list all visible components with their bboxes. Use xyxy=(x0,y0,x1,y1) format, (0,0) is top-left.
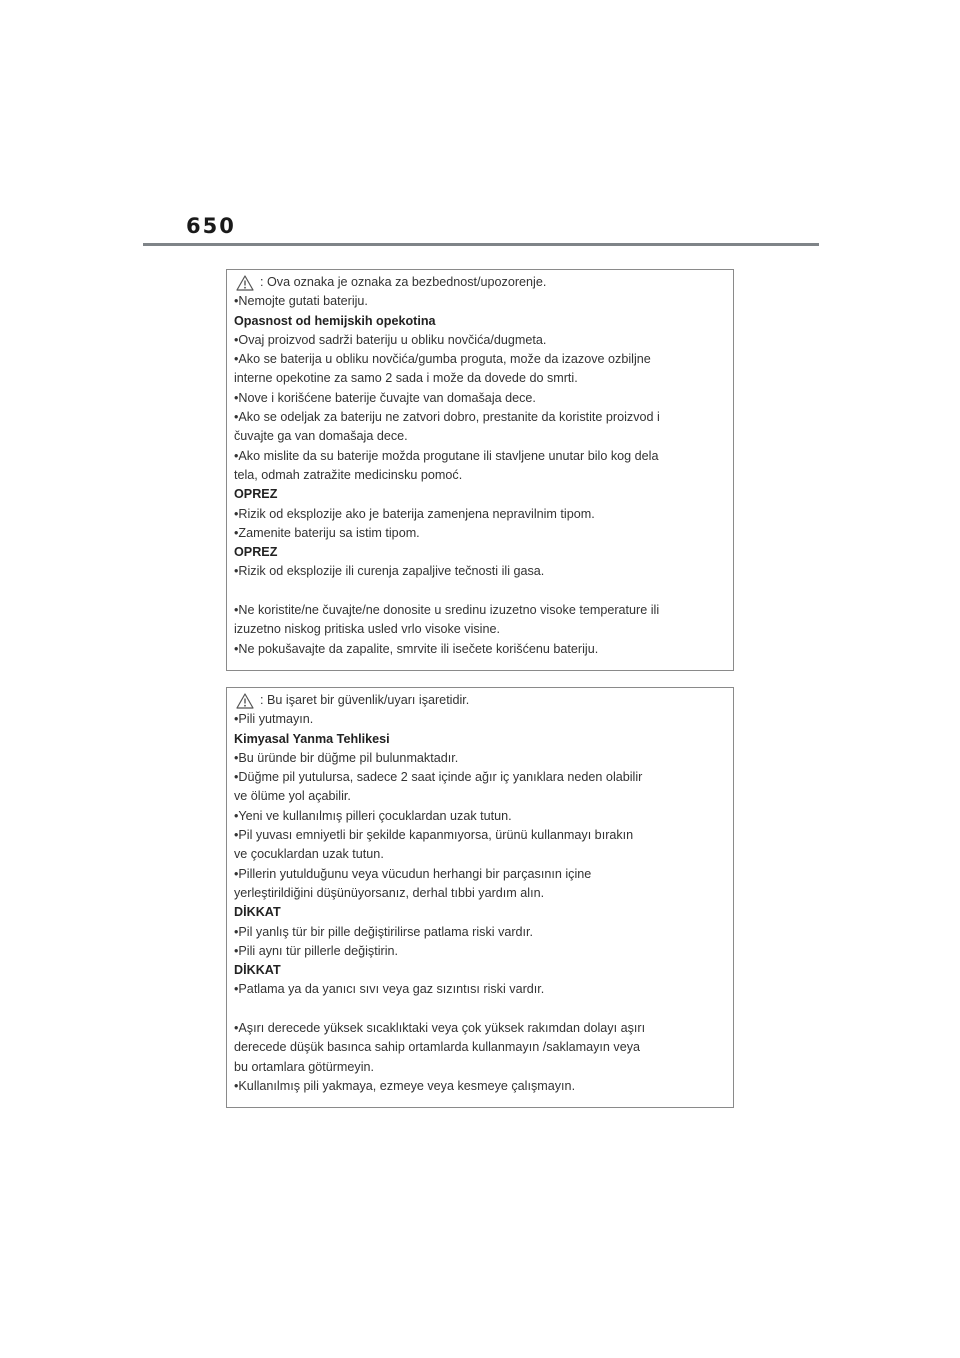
turkish-battery-notice xyxy=(226,687,734,1108)
croatian-battery-notice xyxy=(226,269,734,671)
warning-triangle-icon xyxy=(236,693,254,709)
spacer-line xyxy=(234,1000,725,1019)
notice-line: •Nove i korišćene baterije čuvajte van domašaja dece. xyxy=(234,390,536,405)
notice-line: bu ortamlara götürmeyin. xyxy=(234,1059,374,1074)
notice-line: •Pili aynı tür pillerle değiştirin. xyxy=(234,943,398,958)
section-heading: OPREZ xyxy=(234,487,278,502)
section-heading: OPREZ xyxy=(234,545,278,560)
notice-line: •Ako se odeljak za bateriju ne zatvori dobro, prestanite da koristite proizvod i xyxy=(234,410,660,425)
section-heading: Kimyasal Yanma Tehlikesi xyxy=(234,731,390,746)
spacer-line xyxy=(234,582,725,601)
notice-line: •Patlama ya da yanıcı sıvı veya gaz sızıntısı riski vardır. xyxy=(234,982,545,997)
notice-line: •Düğme pil yutulursa, sadece 2 saat içinde ağır iç yanıklara neden olabilir xyxy=(234,770,643,785)
section-heading: DİKKAT xyxy=(234,963,281,978)
header-rule xyxy=(143,243,819,246)
section-heading: DİKKAT xyxy=(234,905,281,920)
notice-line: tela, odmah zatražite medicinsku pomoć. xyxy=(234,467,463,482)
warning-line xyxy=(234,273,725,292)
notice-line: interne opekotine za samo 2 sada i može da dovede do smrti. xyxy=(234,371,578,386)
notice-line: izuzetno niskog pritiska usled vrlo visoke visine. xyxy=(234,622,500,637)
notice-line: yerleştirildiğini düşünüyorsanız, derhal tıbbi yardım alın. xyxy=(234,885,545,900)
notice-line: •Nemojte gutati bateriju. xyxy=(234,294,368,309)
warning-text: : Bu işaret bir güvenlik/uyarı işaretidir. xyxy=(260,693,470,707)
page-number: 650 xyxy=(186,214,236,238)
notice-line: •Rizik od eksplozije ili curenja zapaljive tečnosti ili gasa. xyxy=(234,564,545,579)
notice-line: ve çocuklardan uzak tutun. xyxy=(234,847,384,862)
notice-line: •Kullanılmış pili yakmaya, ezmeye veya kesmeye çalışmayın. xyxy=(234,1078,576,1093)
notice-line: •Aşırı derecede yüksek sıcaklıktaki veya çok yüksek rakımdan dolayı aşırı xyxy=(234,1021,646,1036)
warning-line xyxy=(234,691,725,710)
notice-line: •Rizik od eksplozije ako je baterija zamenjena nepravilnim tipom. xyxy=(234,506,595,521)
notice-lines xyxy=(234,710,725,1096)
notice-line: •Pil yanlış tür bir pille değiştirilirse patlama riski vardır. xyxy=(234,924,534,939)
notice-line: •Ako mislite da su baterije možda progutane ili stavljene unutar bilo kog dela xyxy=(234,448,659,463)
notice-line: •Zamenite bateriju sa istim tipom. xyxy=(234,525,420,540)
notice-line: čuvajte ga van domašaja dece. xyxy=(234,429,408,444)
notice-line: ve ölüme yol açabilir. xyxy=(234,789,351,804)
warning-text: : Ova oznaka je oznaka za bezbednost/upozorenje. xyxy=(260,275,547,289)
notice-line: •Pillerin yutulduğunu veya vücudun herhangi bir parçasının içine xyxy=(234,866,592,881)
notice-line: •Pil yuvası emniyetli bir şekilde kapanmıyorsa, ürünü kullanmayı bırakın xyxy=(234,828,634,843)
notice-line: •Ovaj proizvod sadrži bateriju u obliku novčića/dugmeta. xyxy=(234,332,547,347)
notice-line: derecede düşük basınca sahip ortamlarda kullanmayın /saklamayın veya xyxy=(234,1040,641,1055)
notice-line: •Ako se baterija u obliku novčića/gumba proguta, može da izazove ozbiljne xyxy=(234,352,651,367)
section-heading: Opasnost od hemijskih opekotina xyxy=(234,313,436,328)
notice-line: •Pili yutmayın. xyxy=(234,712,314,727)
warning-triangle-icon xyxy=(236,275,254,291)
notice-line: •Bu üründe bir düğme pil bulunmaktadır. xyxy=(234,750,459,765)
notice-line: •Yeni ve kullanılmış pilleri çocuklardan uzak tutun. xyxy=(234,808,512,823)
notice-line: •Ne koristite/ne čuvajte/ne donosite u sredinu izuzetno visoke temperature ili xyxy=(234,603,660,618)
notice-lines xyxy=(234,292,725,659)
notice-line: •Ne pokušavajte da zapalite, smrvite ili isečete korišćenu bateriju. xyxy=(234,641,599,656)
